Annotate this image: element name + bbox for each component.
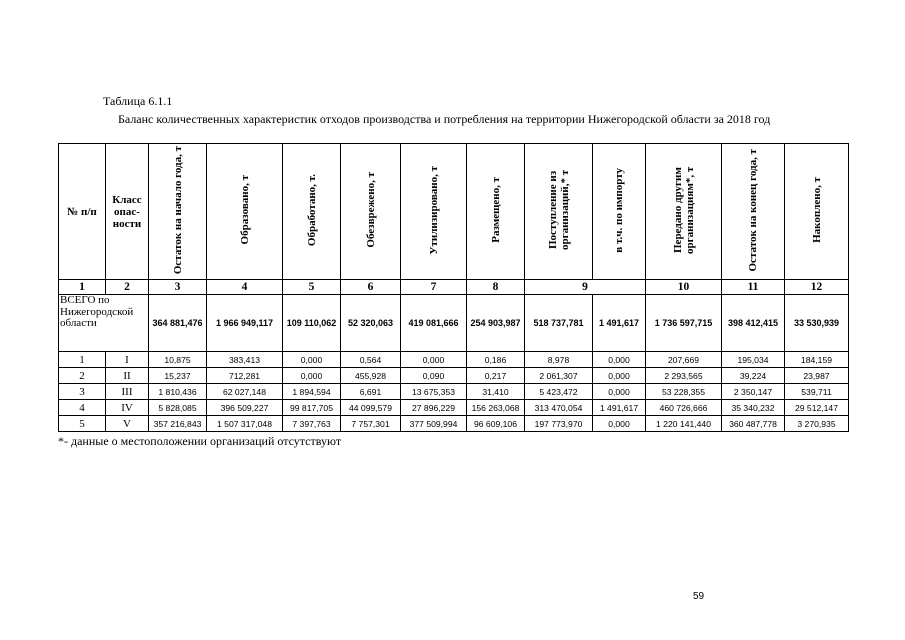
header-cell: Класс опас-ности bbox=[106, 144, 149, 280]
table-cell: 0,186 bbox=[467, 352, 525, 368]
header-cell: в т.ч. по импорту bbox=[593, 144, 646, 280]
column-number: 10 bbox=[646, 280, 722, 295]
table-cell: 357 216,843 bbox=[149, 416, 207, 432]
total-cell: 518 737,781 bbox=[525, 295, 593, 352]
table-cell: 207,669 bbox=[646, 352, 722, 368]
table-cell: 5 423,472 bbox=[525, 384, 593, 400]
column-number: 5 bbox=[283, 280, 341, 295]
total-cell: 1 491,617 bbox=[593, 295, 646, 352]
table-cell: 396 509,227 bbox=[207, 400, 283, 416]
table-cell: 7 397,763 bbox=[283, 416, 341, 432]
column-number: 11 bbox=[722, 280, 785, 295]
table-cell: 1 894,594 bbox=[283, 384, 341, 400]
header-cell: Накоплено, т bbox=[785, 144, 849, 280]
row-number: 4 bbox=[59, 400, 106, 416]
page-number: 59 bbox=[693, 591, 705, 602]
table-caption-label: Таблица 6.1.1 bbox=[103, 94, 173, 108]
hazard-class: II bbox=[106, 368, 149, 384]
table-cell: 377 509,994 bbox=[401, 416, 467, 432]
hazard-class: III bbox=[106, 384, 149, 400]
table-cell: 10,875 bbox=[149, 352, 207, 368]
table-cell: 35 340,232 bbox=[722, 400, 785, 416]
hazard-class: I bbox=[106, 352, 149, 368]
hazard-class: V bbox=[106, 416, 149, 432]
table-cell: 1 507 317,048 bbox=[207, 416, 283, 432]
footnote: *- данные о местоположении организаций отсутствуют bbox=[58, 434, 342, 448]
waste-balance-table bbox=[58, 143, 849, 432]
header-cell: Обработано, т. bbox=[283, 144, 341, 280]
table-cell: 539,711 bbox=[785, 384, 849, 400]
table-cell: 23,987 bbox=[785, 368, 849, 384]
total-cell: 33 530,939 bbox=[785, 295, 849, 352]
table-cell: 184,159 bbox=[785, 352, 849, 368]
total-cell: 254 903,987 bbox=[467, 295, 525, 352]
table-cell: 44 099,579 bbox=[341, 400, 401, 416]
table-cell: 712,281 bbox=[207, 368, 283, 384]
header-cell: Остаток на конец года, т bbox=[722, 144, 785, 280]
column-number: 1 bbox=[59, 280, 106, 295]
table-cell: 8,978 bbox=[525, 352, 593, 368]
total-cell: 1 966 949,117 bbox=[207, 295, 283, 352]
table-cell: 39,224 bbox=[722, 368, 785, 384]
table-cell: 0,000 bbox=[593, 352, 646, 368]
table-row bbox=[59, 400, 849, 416]
table-cell: 1 810,436 bbox=[149, 384, 207, 400]
table-cell: 31,410 bbox=[467, 384, 525, 400]
total-cell: 419 081,666 bbox=[401, 295, 467, 352]
table-cell: 383,413 bbox=[207, 352, 283, 368]
header-cell: Остаток на начало года, т bbox=[149, 144, 207, 280]
table-row bbox=[59, 416, 849, 432]
header-cell: Обезврежено, т bbox=[341, 144, 401, 280]
table-cell: 1 491,617 bbox=[593, 400, 646, 416]
header-cell: Поступление из организаций,* т bbox=[525, 144, 593, 280]
column-number: 12 bbox=[785, 280, 849, 295]
table-cell: 460 726,666 bbox=[646, 400, 722, 416]
table-cell: 0,564 bbox=[341, 352, 401, 368]
total-row bbox=[59, 295, 849, 352]
total-cell: 364 881,476 bbox=[149, 295, 207, 352]
table-cell: 0,000 bbox=[593, 368, 646, 384]
header-cell: Образовано, т bbox=[207, 144, 283, 280]
header-cell: Размещено, т bbox=[467, 144, 525, 280]
table-row bbox=[59, 384, 849, 400]
column-number: 8 bbox=[467, 280, 525, 295]
table-cell: 2 293,565 bbox=[646, 368, 722, 384]
total-cell: 52 320,063 bbox=[341, 295, 401, 352]
total-label: ВСЕГО по Нижегородской области bbox=[59, 295, 149, 352]
table-cell: 15,237 bbox=[149, 368, 207, 384]
table-cell: 13 675,353 bbox=[401, 384, 467, 400]
table-cell: 0,090 bbox=[401, 368, 467, 384]
table-cell: 29 512,147 bbox=[785, 400, 849, 416]
table-cell: 99 817,705 bbox=[283, 400, 341, 416]
table-cell: 0,217 bbox=[467, 368, 525, 384]
hazard-class: IV bbox=[106, 400, 149, 416]
header-cell: Передано другим организациям*, т bbox=[646, 144, 722, 280]
table-cell: 360 487,778 bbox=[722, 416, 785, 432]
column-number: 7 bbox=[401, 280, 467, 295]
table-cell: 5 828,085 bbox=[149, 400, 207, 416]
table-cell: 0,000 bbox=[283, 352, 341, 368]
table-cell: 53 228,355 bbox=[646, 384, 722, 400]
table-cell: 313 470,054 bbox=[525, 400, 593, 416]
row-number: 3 bbox=[59, 384, 106, 400]
total-cell: 398 412,415 bbox=[722, 295, 785, 352]
table-cell: 156 263,068 bbox=[467, 400, 525, 416]
table-cell: 62 027,148 bbox=[207, 384, 283, 400]
table-cell: 2 061,307 bbox=[525, 368, 593, 384]
header-cell: Утилизировано, т bbox=[401, 144, 467, 280]
header-row bbox=[59, 144, 849, 280]
column-number: 2 bbox=[106, 280, 149, 295]
header-cell: № п/п bbox=[59, 144, 106, 280]
column-number: 4 bbox=[207, 280, 283, 295]
column-number-row bbox=[59, 280, 849, 295]
table-cell: 197 773,970 bbox=[525, 416, 593, 432]
table-cell: 0,000 bbox=[593, 416, 646, 432]
total-cell: 109 110,062 bbox=[283, 295, 341, 352]
table-title: Баланс количественных характеристик отходов производства и потребления на территории Нижегородской области за 2018 год bbox=[118, 112, 771, 126]
table-cell: 96 609,106 bbox=[467, 416, 525, 432]
column-number: 9 bbox=[525, 280, 646, 295]
column-number: 6 bbox=[341, 280, 401, 295]
table-row bbox=[59, 352, 849, 368]
row-number: 5 bbox=[59, 416, 106, 432]
table-cell: 0,000 bbox=[401, 352, 467, 368]
column-number: 3 bbox=[149, 280, 207, 295]
table-cell: 1 220 141,440 bbox=[646, 416, 722, 432]
table-cell: 195,034 bbox=[722, 352, 785, 368]
row-number: 2 bbox=[59, 368, 106, 384]
row-number: 1 bbox=[59, 352, 106, 368]
table-cell: 2 350,147 bbox=[722, 384, 785, 400]
table-cell: 3 270,935 bbox=[785, 416, 849, 432]
table-cell: 7 757,301 bbox=[341, 416, 401, 432]
table-cell: 6,691 bbox=[341, 384, 401, 400]
total-cell: 1 736 597,715 bbox=[646, 295, 722, 352]
table-cell: 0,000 bbox=[283, 368, 341, 384]
table-cell: 27 896,229 bbox=[401, 400, 467, 416]
table-cell: 455,928 bbox=[341, 368, 401, 384]
table-row bbox=[59, 368, 849, 384]
table-cell: 0,000 bbox=[593, 384, 646, 400]
